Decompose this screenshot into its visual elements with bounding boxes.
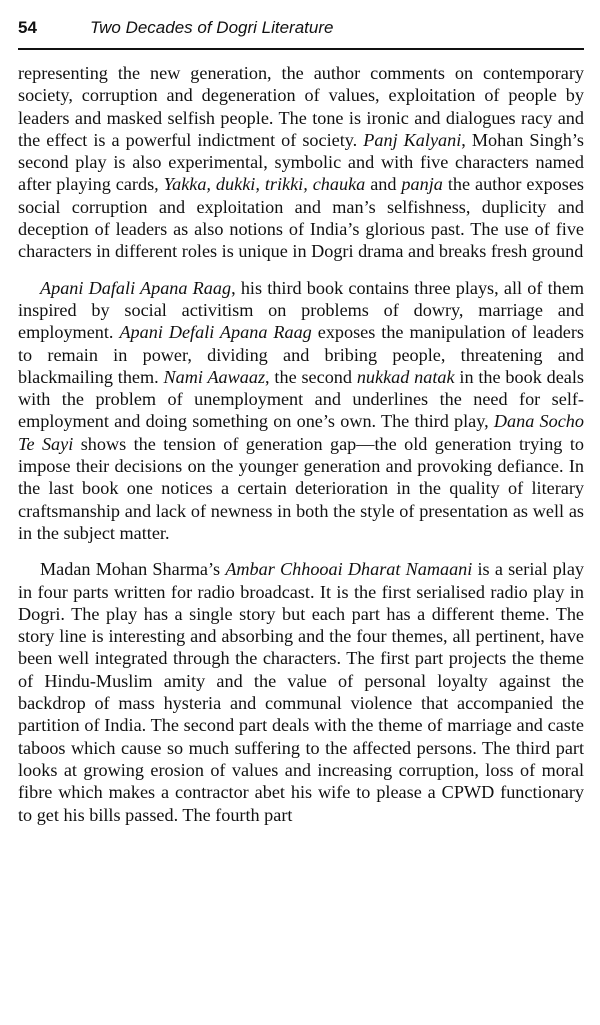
body-text: , Mohan Singh’s second play is also experimental, symbolic and with five characters named after playing cards,	[18, 129, 584, 195]
running-header	[18, 14, 584, 50]
body-text: is a serial play in four parts written for radio broadcast. It is the first serialised radio play in Dogri. The play has a single story but each part has a different theme. The story line is interesting and absorbing and the four themes, all pertinent, have been well integrated through the characters. The first part projects the theme of Hindu-Muslim amity and the value of personal loyalty against the backdrop of mass hysteria and communal violence that accompanied the partition of India. The second part deals with the theme of marriage and caste taboos which cause so much suffering to the affected persons. The third part looks at growing erosion of values and increasing corruption, loss of moral fibre which makes a contractor abet his wife to please a CPWD functionary to get his bills passed. The fourth part	[18, 559, 584, 825]
running-title: Two Decades of Dogri Literature	[90, 18, 334, 37]
body-text: representing the new generation, the author comments on contemporary society, corruption and degeneration of values, exploitation of people by leaders and masked selfish people. The tone is ironic and dialogues racy and the effect is a powerful indictment of society.	[18, 63, 584, 150]
italic-title-text: Apani Defali Apana Raag	[119, 322, 312, 343]
page-body	[18, 62, 584, 1019]
italic-title-text: nukkad natak	[356, 366, 455, 387]
paragraph-1	[18, 62, 584, 263]
paragraph-2	[18, 277, 584, 545]
body-text: Madan Mohan Sharma’s	[40, 559, 226, 580]
italic-title-text: Nami Aawaaz	[163, 366, 266, 387]
paragraph-3	[18, 558, 584, 826]
body-text: in the book deals with the problem of unemployment and underlines the need for self-employment and doing something on one’s own. The third play,	[18, 366, 584, 432]
body-text: shows the tension of generation gap—the old generation trying to impose their decisions on the younger generation and provoking defiance. In the last book one notices a certain deterioration in the quality of literary craftsmanship and lack of newness in both the style of presentation as well as in the subject matter.	[18, 433, 584, 543]
body-text: exposes the manipulation of leaders to remain in power, dividing and bribing people, threatening and blackmailing them.	[18, 322, 584, 387]
body-text: the author exposes social corruption and exploitation and man’s selfishness, duplicity and deception of leaders as also notions of India’s glorious past. The use of five characters in different roles is unique in Dogri drama and breaks fresh ground	[18, 174, 584, 262]
page-number: 54	[18, 18, 37, 37]
body-text: , the second	[265, 366, 357, 387]
italic-title-text: panja	[401, 174, 443, 195]
italic-title-text: Yakka, dukki, trikki, chauka	[163, 174, 366, 195]
italic-title-text: Dana Socho Te Sayi	[18, 411, 584, 454]
italic-title-text: Panj Kalyani	[363, 129, 462, 150]
body-text: , his third book contains three plays, all of them inspired by social activitism on problems of dowry, marriage and employment.	[18, 277, 584, 343]
body-text: and	[365, 174, 402, 195]
italic-title-text: Apani Dafali Apana Raag	[40, 277, 232, 298]
italic-title-text: Ambar Chhooai Dharat Namaani	[225, 559, 473, 580]
